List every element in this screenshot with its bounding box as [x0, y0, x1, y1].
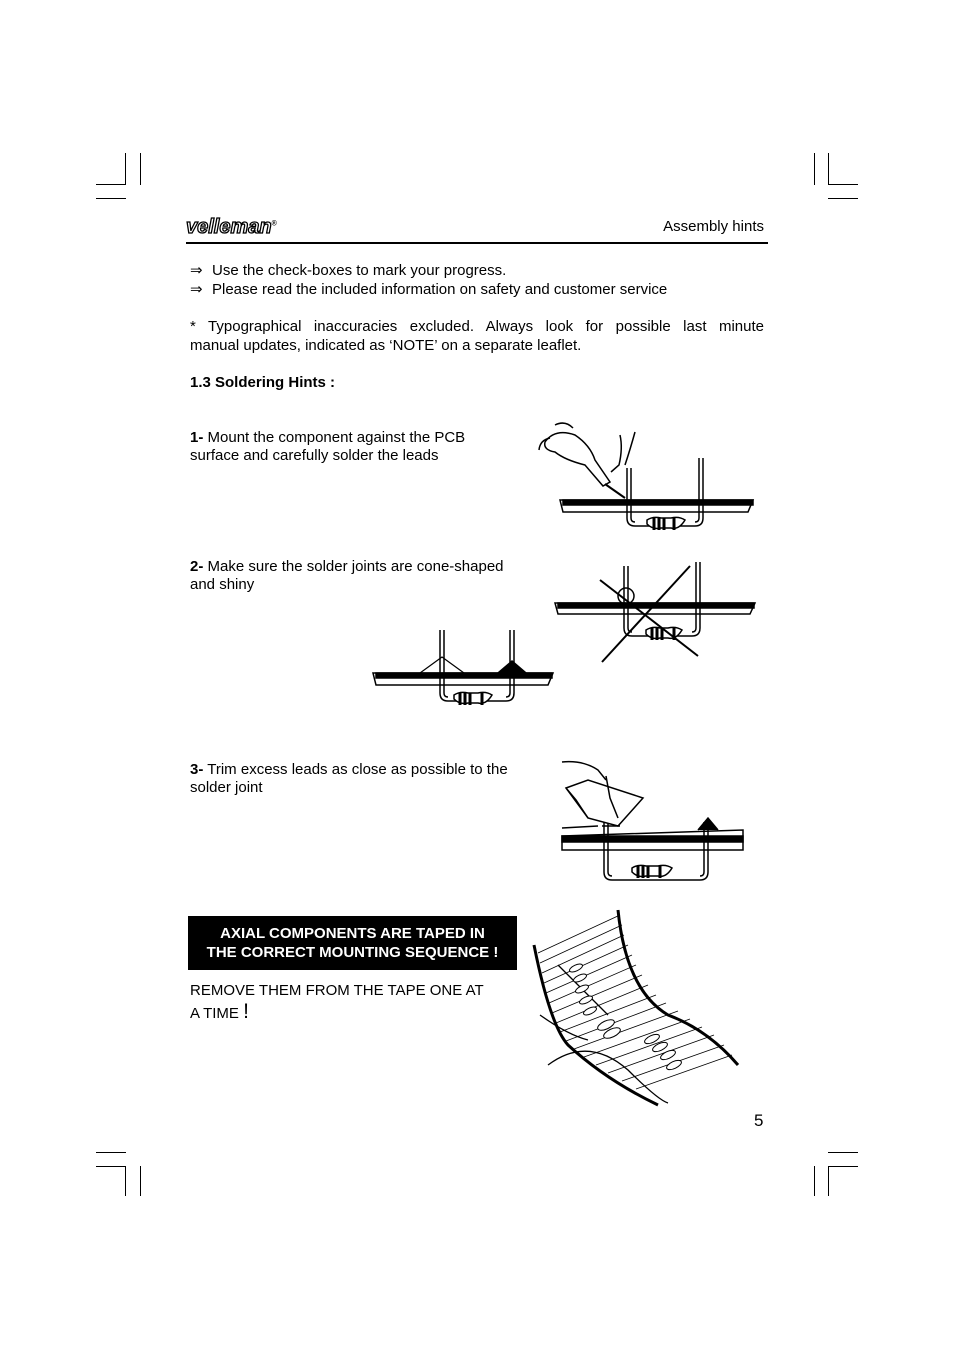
trim-leads-illustration: [558, 760, 748, 890]
header-divider: [186, 242, 768, 244]
taped-components-illustration: [528, 905, 748, 1110]
step-1-line-2: surface and carefully solder the leads: [190, 447, 439, 464]
axial-components-banner: AXIAL COMPONENTS ARE TAPED IN THE CORRECT MOUNTING SEQUENCE !: [188, 916, 517, 970]
step-3-line-2: solder joint: [190, 779, 263, 796]
step-2-line-2: and shiny: [190, 576, 255, 593]
velleman-logo: velleman®: [186, 216, 277, 238]
good-solder-joint-illustration: [368, 625, 558, 715]
remove-line-1: REMOVE THEM FROM THE TAPE ONE AT: [190, 982, 484, 999]
section-heading: 1.3 Soldering Hints :: [190, 374, 336, 391]
note-line-1: * Typographical inaccuracies excluded. Always look for possible last minute: [190, 318, 764, 335]
section-title: Assembly hints: [663, 218, 764, 235]
note-line-2: manual updates, indicated as ‘NOTE’ on a separate leaflet.: [190, 337, 582, 354]
remove-line-2: A TIME !: [190, 1000, 249, 1023]
step-1-line-1: 1- Mount the component against the PCB: [190, 429, 466, 446]
soldering-illustration: [535, 420, 760, 545]
arrow-icon: ⇒: [190, 281, 203, 298]
page-number: 5: [754, 1111, 764, 1130]
bad-solder-joint-illustration: [550, 558, 760, 668]
bullet-checkboxes: ⇒ Use the check-boxes to mark your progress.: [190, 262, 507, 279]
step-3-line-1: 3- Trim excess leads as close as possible to the: [190, 761, 508, 778]
bullet-safety: ⇒ Please read the included information on safety and customer service: [190, 281, 668, 298]
step-2-line-1: 2- Make sure the solder joints are cone-shaped: [190, 558, 504, 575]
arrow-icon: ⇒: [190, 262, 203, 279]
